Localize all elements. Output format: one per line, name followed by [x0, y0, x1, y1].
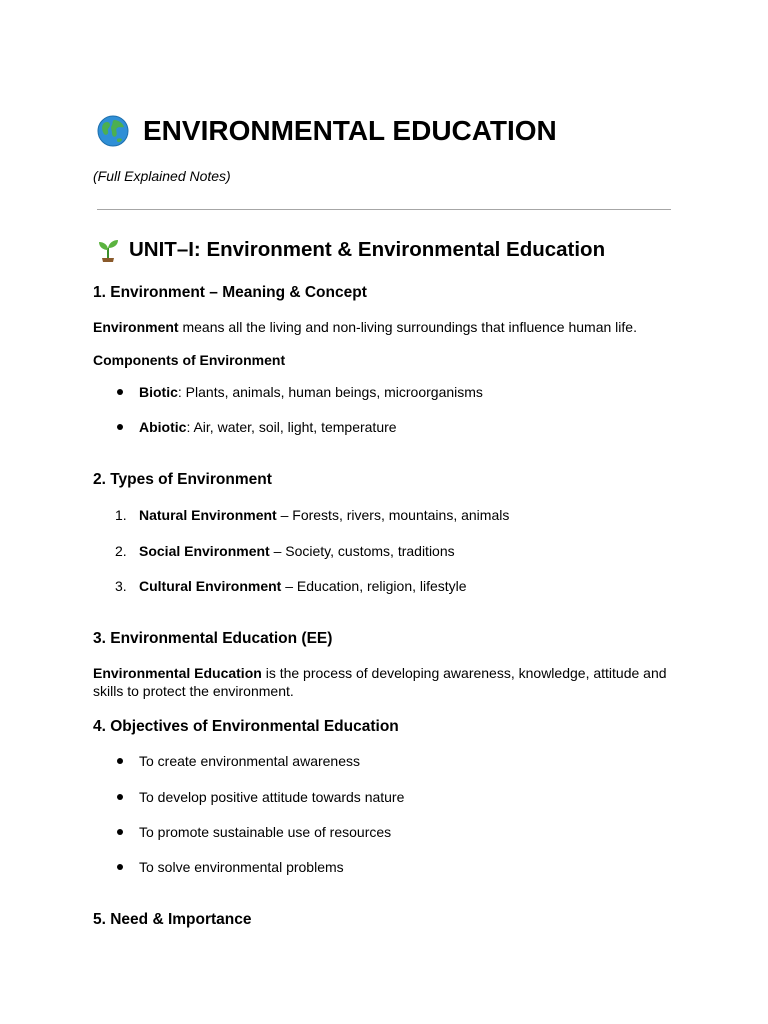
unit-heading [97, 238, 605, 262]
list-number: 3. [115, 578, 127, 594]
bullet-icon [117, 794, 123, 800]
title-text: ENVIRONMENTAL EDUCATION [143, 115, 557, 146]
section-1-heading: 1. Environment – Meaning & Concept [93, 284, 367, 301]
list-item-text: – Society, customs, traditions [269, 543, 455, 559]
list-item: To develop positive attitude towards nature [139, 789, 405, 805]
list-item-term: Biotic [139, 384, 178, 400]
list-item: To promote sustainable use of resources [139, 824, 392, 840]
components-subheading: Components of Environment [93, 352, 286, 368]
list-item-text: : Air, water, soil, light, temperature [186, 419, 397, 435]
unit-heading-text: UNIT–I: Environment & Environmental Education [129, 238, 606, 261]
section-1-definition [93, 319, 637, 335]
list-item-term: Abiotic [139, 419, 187, 435]
section-2-heading: 2. Types of Environment [93, 471, 272, 488]
definition-term: Environment [93, 319, 179, 335]
globe-icon [97, 115, 129, 147]
bullet-icon [117, 389, 123, 395]
list-item [139, 543, 455, 559]
document-subtitle: (Full Explained Notes) [93, 168, 231, 184]
bullet-icon [117, 424, 123, 430]
list-item-text: : Plants, animals, human beings, microorganisms [177, 384, 483, 400]
seedling-icon [97, 238, 119, 262]
section-5-heading: 5. Need & Importance [93, 911, 252, 928]
list-item: To solve environmental problems [139, 859, 344, 875]
definition-text: means all the living and non-living surroundings that influence human life. [178, 319, 637, 335]
list-item-text: – Education, religion, lifestyle [281, 578, 467, 594]
list-item: To create environmental awareness [139, 753, 361, 769]
document-title [97, 115, 557, 147]
horizontal-divider [97, 209, 671, 210]
section-3-heading: 3. Environmental Education (EE) [93, 630, 333, 647]
list-item-term: Cultural Environment [139, 578, 282, 594]
list-number: 1. [115, 507, 127, 523]
list-item-term: Natural Environment [139, 507, 277, 523]
list-item [139, 578, 467, 594]
list-item-term: Social Environment [139, 543, 270, 559]
list-item-text: – Forests, rivers, mountains, animals [276, 507, 510, 523]
bullet-icon [117, 758, 123, 764]
list-number: 2. [115, 543, 127, 559]
list-item [139, 419, 397, 435]
list-item [139, 384, 483, 400]
section-4-heading: 4. Objectives of Environmental Education [93, 718, 399, 735]
section-3-definition [93, 664, 678, 700]
bullet-icon [117, 829, 123, 835]
definition-term: Environmental Education [93, 665, 262, 681]
bullet-icon [117, 864, 123, 870]
list-item [139, 507, 509, 523]
definition-text: is the process of developing awareness, knowledge, attitude and skills to protect the environment. [93, 665, 667, 699]
